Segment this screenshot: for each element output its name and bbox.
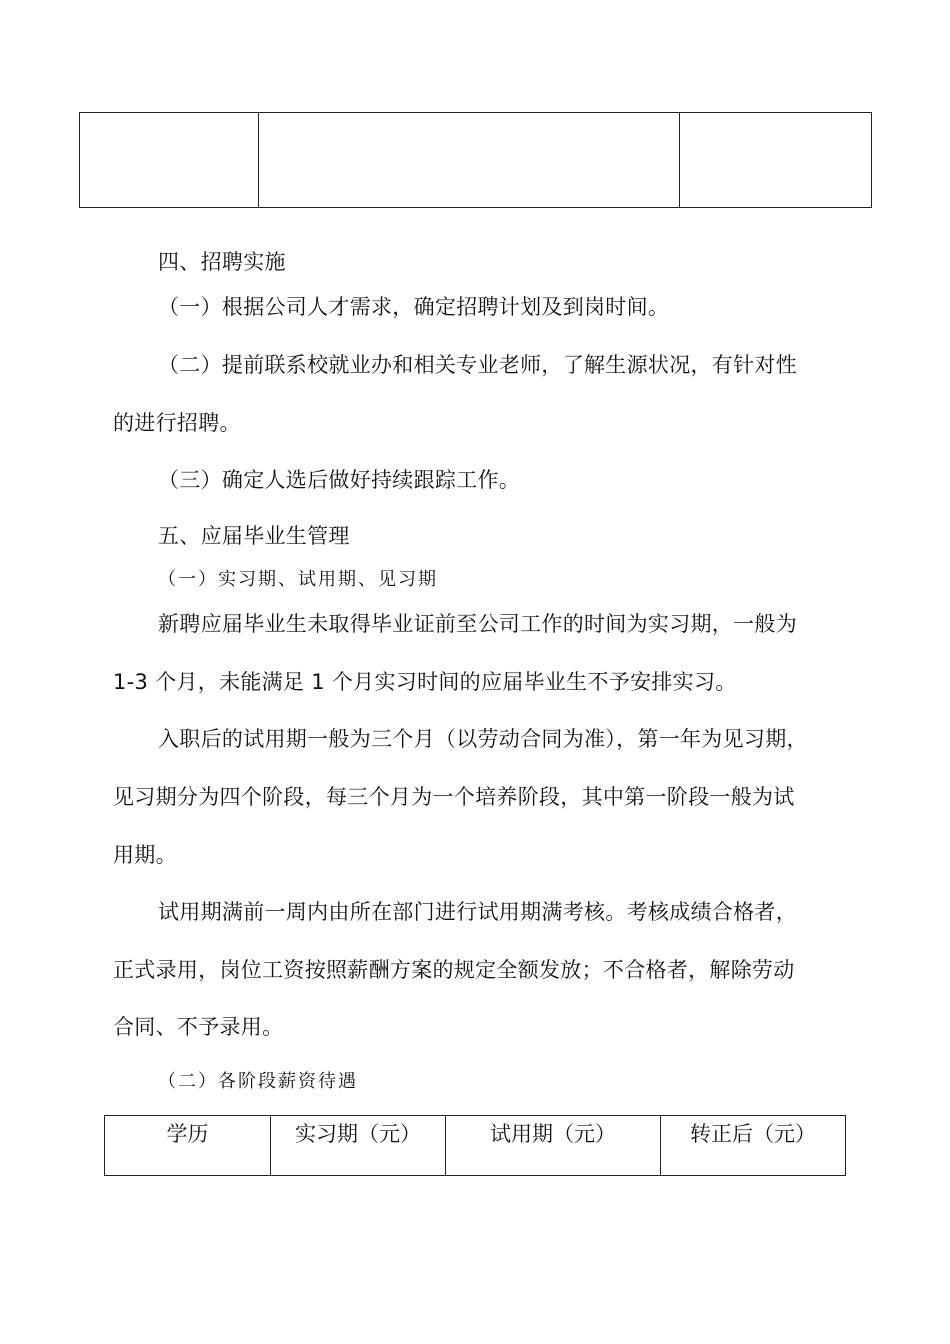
section-4-item-2-line-2: 的进行招聘。 bbox=[113, 411, 241, 435]
header-internship: 实习期（元） bbox=[271, 1116, 446, 1176]
section-5-heading: 五、应届毕业生管理 bbox=[158, 524, 350, 548]
section-5-sub-2: （二）各阶段薪资待遇 bbox=[158, 1071, 358, 1092]
section-5-p3-line-3: 合同、不予录用。 bbox=[113, 1015, 284, 1039]
section-4-item-2-line-1: （二）提前联系校就业办和相关专业老师，了解生源状况，有针对性 bbox=[158, 353, 797, 377]
top-table-fragment bbox=[79, 112, 872, 208]
table-cell bbox=[259, 113, 680, 208]
table-header-row bbox=[105, 1116, 846, 1176]
header-probation: 试用期（元） bbox=[446, 1116, 661, 1176]
pay-table bbox=[104, 1115, 846, 1176]
section-5-p2-line-2: 见习期分为四个阶段，每三个月为一个培养阶段，其中第一阶段一般为试 bbox=[113, 785, 795, 809]
section-5-p2-line-1: 入职后的试用期一般为三个月（以劳动合同为准），第一年为见习期， bbox=[158, 727, 808, 751]
section-5-p3-line-2: 正式录用，岗位工资按照薪酬方案的规定全额发放；不合格者，解除劳动 bbox=[113, 958, 795, 982]
section-5-p1-line-2: 1-3 个月，未能满足 1 个月实习时间的应届毕业生不予安排实习。 bbox=[113, 670, 737, 694]
section-5-p1-line-1: 新聘应届毕业生未取得毕业证前至公司工作的时间为实习期，一般为 bbox=[158, 612, 797, 636]
table-row bbox=[80, 113, 872, 208]
section-5-sub-1: （一）实习期、试用期、见习期 bbox=[158, 569, 438, 590]
section-4-item-3: （三）确定人选后做好持续跟踪工作。 bbox=[158, 468, 521, 492]
header-regular: 转正后（元） bbox=[661, 1116, 846, 1176]
table-cell bbox=[680, 113, 872, 208]
section-5-p2-line-3: 用期。 bbox=[113, 843, 177, 867]
section-4-heading: 四、招聘实施 bbox=[158, 250, 286, 274]
table-cell bbox=[80, 113, 259, 208]
section-4-item-1: （一）根据公司人才需求，确定招聘计划及到岗时间。 bbox=[158, 295, 670, 319]
section-5-p3-line-1: 试用期满前一周内由所在部门进行试用期满考核。考核成绩合格者， bbox=[158, 900, 797, 924]
header-education: 学历 bbox=[105, 1116, 271, 1176]
